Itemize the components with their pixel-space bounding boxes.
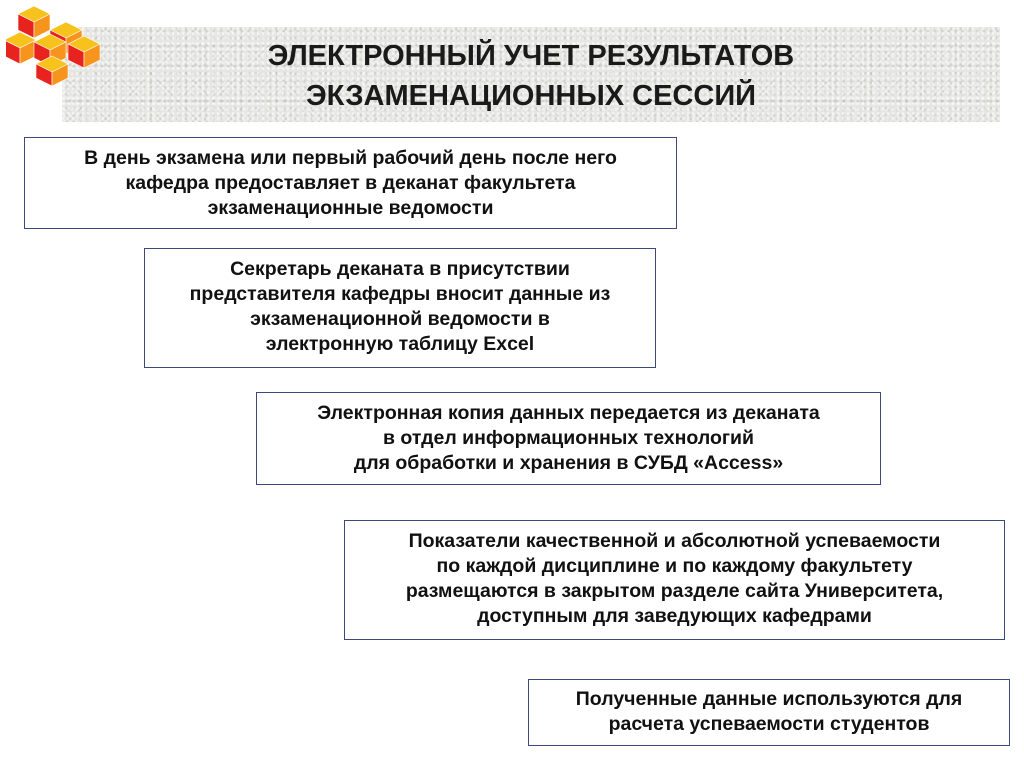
step-2-line-3: экзаменационной ведомости в [250, 308, 550, 330]
step-2-line-1: Секретарь деканата в присутствии [230, 258, 570, 280]
step-box-3 [256, 392, 881, 485]
step-3-line-2: в отдел информационных технологий [383, 427, 754, 449]
step-1-line-3: экзаменационные ведомости [207, 197, 494, 219]
title-line-2: ЭКЗАМЕНАЦИОННЫХ СЕССИЙ [305, 80, 757, 112]
step-box-4 [344, 520, 1005, 640]
step-2-line-4: электронную таблицу Excel [265, 333, 535, 355]
title-line-1: ЭЛЕКТРОННЫЙ УЧЕТ РЕЗУЛЬТАТОВ [267, 40, 795, 72]
step-5-line-2: расчета успеваемости студентов [608, 713, 930, 735]
step-1-line-2: кафедра предоставляет в деканат факультета [125, 172, 576, 194]
step-3-line-1: Электронная копия данных передается из деканата [317, 402, 820, 424]
step-4-line-2: по каждой дисциплине и по каждому факультету [436, 555, 913, 577]
step-5-line-1: Полученные данные используются для [575, 688, 963, 710]
step-1-line-1: В день экзамена или первый рабочий день после него [84, 147, 617, 169]
step-box-5 [528, 679, 1010, 746]
step-3-line-3: для обработки и хранения в СУБД «Access» [353, 452, 784, 474]
step-4-line-1: Показатели качественной и абсолютной успеваемости [408, 530, 941, 552]
step-4-line-3: размещаются в закрытом разделе сайта Университета, [405, 580, 944, 602]
step-box-2 [144, 248, 656, 368]
slide-title [62, 36, 1000, 116]
step-box-1 [24, 137, 677, 229]
step-2-line-2: представителя кафедры вносит данные из [189, 283, 611, 305]
step-4-line-4: доступным для заведующих кафедрами [477, 605, 872, 627]
